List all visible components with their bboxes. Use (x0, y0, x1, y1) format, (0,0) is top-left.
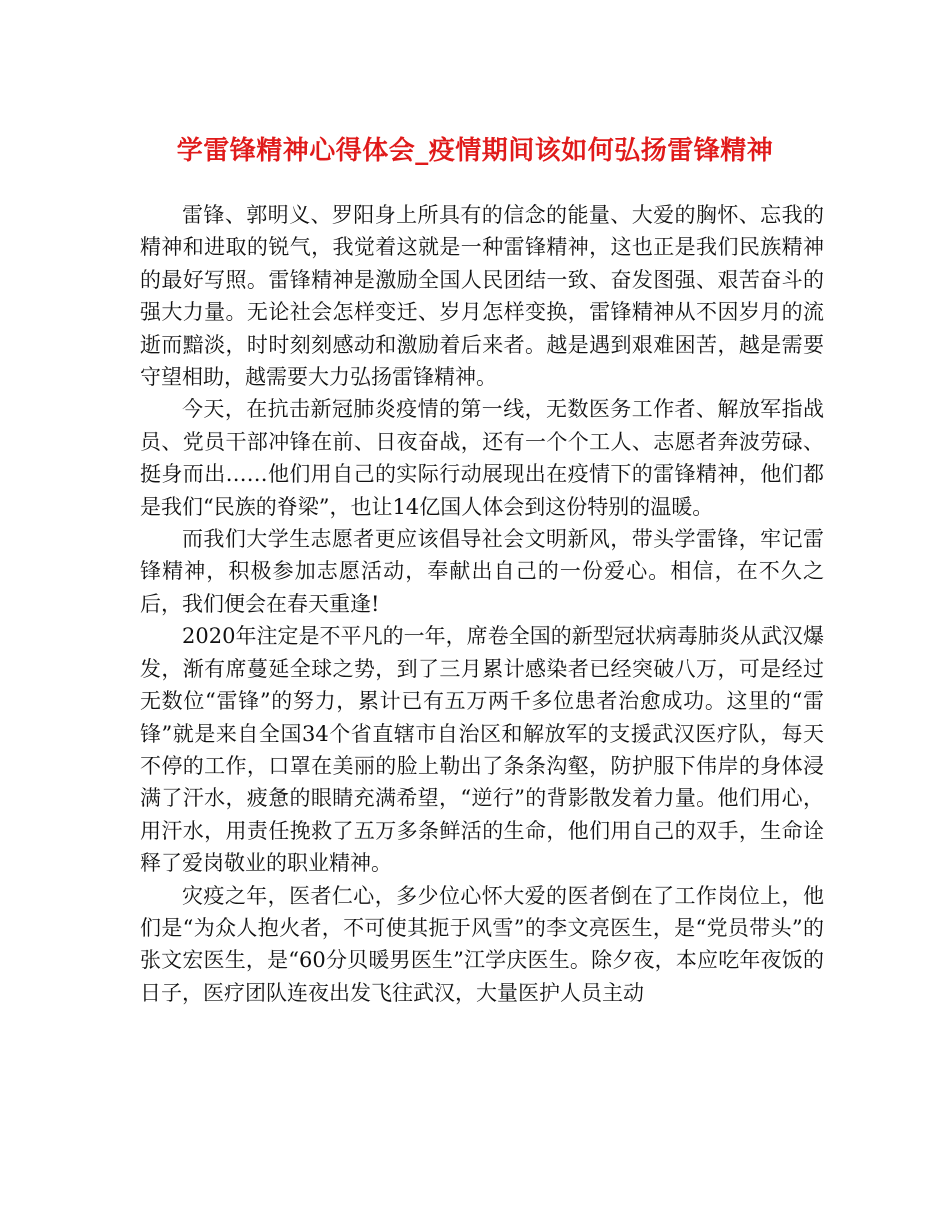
paragraph: 而我们大学生志愿者更应该倡导社会文明新风，带头学雷锋，牢记雷锋精神，积极参加志愿活动，奉献出自己的一份爱心。相信，在不久之后，我们便会在春天重逢! (140, 527, 824, 616)
document-title: 学雷锋精神心得体会_疫情期间该如何弘扬雷锋精神 (176, 136, 774, 166)
paragraph: 今天，在抗击新冠肺炎疫情的第一线，无数医务工作者、解放军指战员、党员干部冲锋在前、日夜奋战，还有一个个工人、志愿者奔波劳碌、挺身而出……他们用自己的实际行动展现出在疫情下的雷锋精神，他们都是我们“民族的脊梁”，也让14亿国人体会到这份特别的温暖。 (140, 397, 824, 519)
paragraph: 雷锋、郭明义、罗阳身上所具有的信念的能量、大爱的胸怀、忘我的精神和进取的锐气，我觉着这就是一种雷锋精神，这也正是我们民族精神的最好写照。雷锋精神是激励全国人民团结一致、奋发图强、艰苦奋斗的强大力量。无论社会怎样变迁、岁月怎样变换，雷锋精神从不因岁月的流逝而黯淡，时时刻刻感动和激励着后来者。越是遇到艰难困苦，越是需要守望相助，越需要大力弘扬雷锋精神。 (140, 203, 824, 390)
paragraph: 灾疫之年，医者仁心，多少位心怀大爱的医者倒在了工作岗位上，他们是“为众人抱火者，不可使其扼于风雪”的李文亮医生，是“党员带头”的张文宏医生，是“60分贝暖男医生”江学庆医生。除夕夜，本应吃年夜饭的日子，医疗团队连夜出发飞往武汉，大量医护人员主动 (140, 883, 824, 1005)
document-body (140, 199, 824, 1009)
paragraph: 2020年注定是不平凡的一年，席卷全国的新型冠状病毒肺炎从武汉爆发，渐有席蔓延全球之势，到了三月累计感染者已经突破八万，可是经过无数位“雷锋”的努力，累计已有五万两千多位患者治愈成功。这里的“雷锋”就是来自全国34个省直辖市自治区和解放军的支援武汉医疗队，每天不停的工作，口罩在美丽的脸上勒出了条条沟壑，防护服下伟岸的身体浸满了汗水，疲惫的眼睛充满希望，“逆行”的背影散发着力量。他们用心，用汗水，用责任挽救了五万多条鲜活的生命，他们用自己的双手，生命诠释了爱岗敬业的职业精神。 (140, 624, 824, 876)
